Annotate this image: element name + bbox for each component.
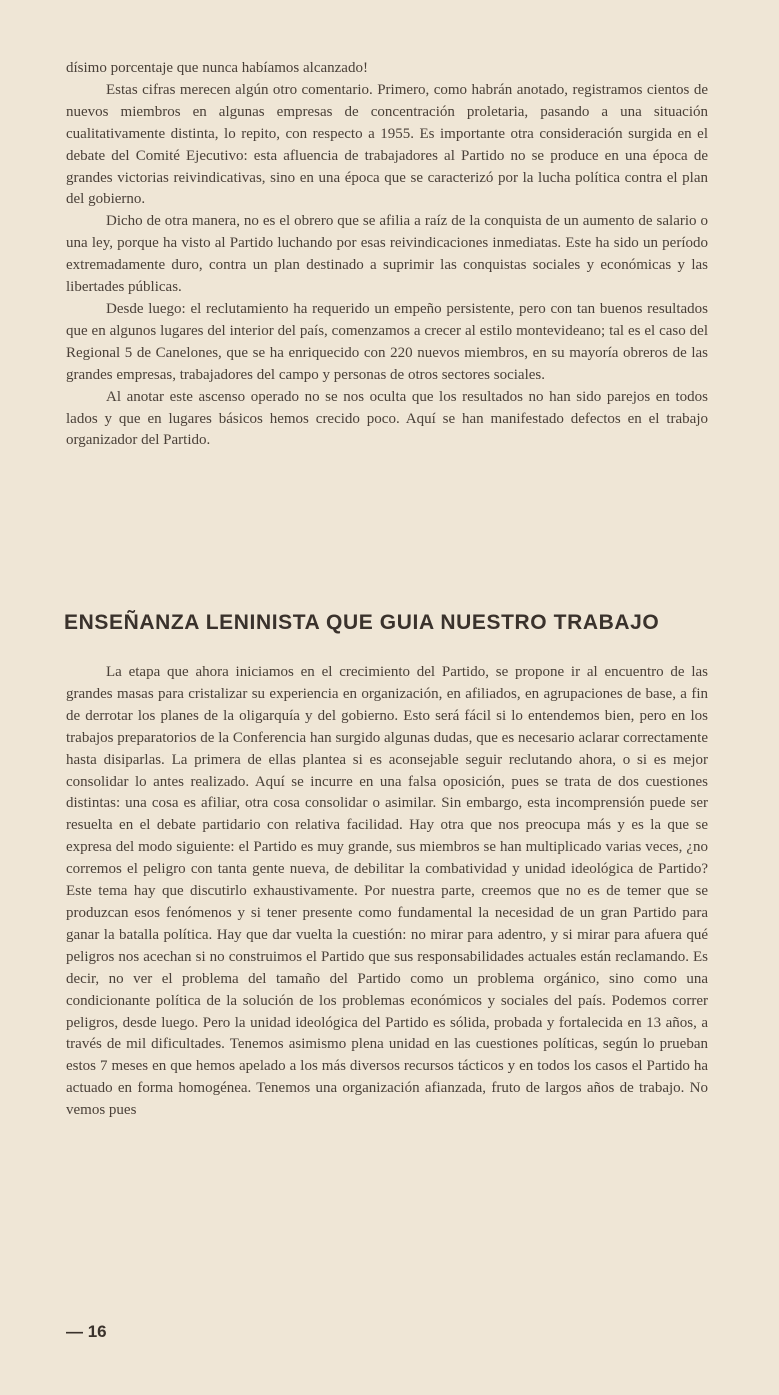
section-heading: ENSEÑANZA LENINISTA QUE GUIA NUESTRO TRABAJO [64, 611, 660, 634]
page-number: — 16 [66, 1322, 107, 1341]
paragraph-cifras: Estas cifras merecen algún otro comentario. Primero, como habrán anotado, registramos cientos de nuevos miembros en algunas empresas de concentración proletaria, pasando a una situación cualitativamente distinta, lo repito, con respecto a 1955. Es importante otra consideración surgida en el debate del Comité Ejecutivo: esta afluencia de trabajadores al Partido no se produce en una época de grandes victorias reivindicativas, sino en una época que se caracterizó por la lucha política contra el plan del gobierno. [66, 81, 708, 208]
paragraph-etapa: La etapa que ahora iniciamos en el crecimiento del Partido, se propone ir al encuentro de las grandes masas para cristalizar su experiencia en organización, en afiliados, en agrupaciones de base, a fin de derrotar los planes de la oligarquía y del gobierno. Esto será fácil si lo entendemos bien, pero en los trabajos preparatorios de la Conferencia han surgido algunas dudas, que es necesario aclarar correctamente hasta disiparlas. La primera de ellas plantea si es aconsejable seguir reclutando ahora, o si es mejor consolidar lo antes realizado. Aquí se incurre en una falsa oposición, pues se trata de dos cuestiones distintas: una cosa es afiliar, otra cosa consolidar o asimilar. Sin embargo, esta incomprensión puede ser resuelta en el debate partidario con relativa facilidad. Hay otra que nos preocupa más y es la que se expresa del modo siguiente: el Partido es muy grande, sus miembros se han multiplicado varias veces, ¿no corremos el peligro con tanta gente nueva, de debilitar la combatividad y unidad ideológica de Partido? Este tema hay que discutirlo exhaustivamente. Por nuestra parte, creemos que no es de temer que se produzcan esos fenómenos y si tener presente como fundamental la necesidad de un gran Partido para ganar la batalla política. Hay que dar vuelta la cuestión: no mirar para adentro, y si mirar para afuera qué peligros nos acechan si no construimos el Partido que sus responsabilidades actuales están reclamando. Es decir, no ver el problema del tamaño del Partido como un problema orgánico, sino como una condicionante política de la solución de los problemas económicos y sociales del país. Podemos correr peligros, desde luego. Pero la unidad ideológica del Partido es sólida, probada y fortalecida en 13 años, a través de mil dificultades. Tenemos asimismo plena unidad en las cuestiones políticas, según lo prueban estos 7 meses en que hemos apelado a los más diversos recursos tácticos y en todos los casos el Partido ha actuado en forma homogénea. Tenemos una organización afianzada, fruto de largos años de trabajo. No vemos pues [66, 664, 708, 1119]
text-section-bottom [66, 662, 708, 1122]
paragraph-continuation: dísimo porcentaje que nunca habíamos alcanzado! [66, 60, 368, 76]
paragraph-al-anotar: Al anotar este ascenso operado no se nos oculta que los resultados no han sido parejos en todos lados y que en lugares básicos hemos crecido poco. Aquí se han manifestado defectos en el trabajo organizador del Partido. [66, 388, 708, 449]
paragraph-desde-luego: Desde luego: el reclutamiento ha requerido un empeño persistente, pero con tan buenos resultados que en algunos lugares del interior del país, comenzamos a crecer al estilo montevideano; tal es el caso del Regional 5 de Canelones, que se ha enriquecido con 220 nuevos miembros, en su mayoría obreros de las grandes empresas, trabajadores del campo y personas de otros sectores sociales. [66, 300, 708, 383]
paragraph-dicho: Dicho de otra manera, no es el obrero que se afilia a raíz de la conquista de un aumento de salario o una ley, porque ha visto al Partido luchando por esas reivindicaciones inmediatas. Este ha sido un período extremadamente duro, contra un plan destinado a suprimir las conquistas sociales y económicas y las libertades públicas. [66, 213, 708, 296]
text-section-top [66, 58, 708, 452]
